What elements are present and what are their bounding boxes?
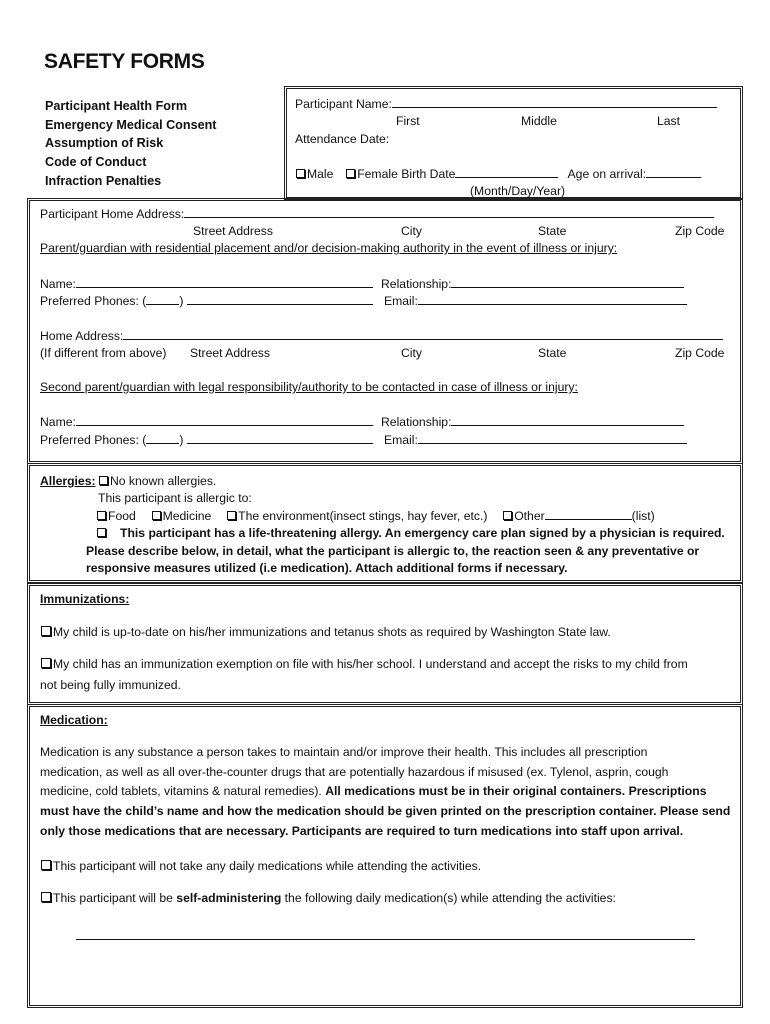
guardian-phone-row: Preferred Phones: ( )	[40, 293, 373, 308]
second-name-row	[40, 414, 373, 429]
allergic-to-label: This participant is allergic to:	[98, 491, 252, 505]
page-title: SAFETY FORMS	[44, 50, 205, 73]
medication-text-2: medication, as well as all over-the-counter drugs that are potentially hazardous if misused (ex. Tylenol, asprin, cough	[40, 764, 669, 779]
immunizations-title: Immunizations:	[40, 592, 130, 606]
food-checkbox[interactable]	[97, 509, 108, 523]
age-field[interactable]	[646, 166, 701, 178]
allergies-row	[40, 474, 216, 488]
form-list-item: Code of Conduct	[45, 155, 147, 170]
exemption-label-cont: not being fully immunized.	[40, 678, 181, 692]
allergies-title: Allergies:	[40, 474, 96, 488]
list-label: (list)	[631, 509, 655, 523]
home-address-label: Participant Home Address:	[40, 207, 185, 221]
email-field[interactable]	[418, 293, 687, 305]
guardian-name-field[interactable]	[76, 276, 373, 288]
second-phone-row: Preferred Phones: ( )	[40, 432, 373, 447]
first-label: First	[396, 114, 420, 128]
area-code-field[interactable]	[146, 293, 179, 305]
guardian-relationship-row	[381, 276, 684, 291]
up-to-date-label: My child is up-to-date on his/her immunizations and tetanus shots as required by Washington State law.	[53, 625, 611, 639]
female-checkbox[interactable]	[346, 167, 357, 181]
participant-name-label: Participant Name:	[295, 97, 392, 111]
life-threatening-row	[97, 526, 725, 540]
self-admin-label: This participant will be	[53, 891, 173, 905]
second-name-field[interactable]	[76, 414, 373, 426]
relationship-field[interactable]	[451, 276, 684, 288]
immunization-option-2	[41, 657, 688, 671]
city-label: City	[401, 224, 422, 238]
home-address-field[interactable]	[184, 206, 714, 218]
second-phones-label: Preferred Phones: (	[40, 433, 147, 447]
life-threatening-text: This participant has a life-threatening allergy. An emergency care plan signed by a physician is required.	[120, 526, 725, 540]
no-medication-label: This participant will not take any daily medications while attending the activities.	[53, 859, 482, 873]
second-email-label: Email:	[384, 433, 418, 447]
medicine-checkbox[interactable]	[152, 509, 163, 523]
second-name-label: Name:	[40, 415, 76, 429]
guardian-name-row	[40, 276, 373, 291]
medication-text-3-bold: All medications must be in their original containers. Prescriptions	[325, 784, 707, 799]
gender-birth-row	[296, 166, 701, 181]
self-admin-option	[41, 891, 616, 905]
food-label: Food	[108, 509, 136, 523]
second-phone-field[interactable]	[187, 432, 373, 444]
street-label: Street Address	[193, 224, 273, 238]
email-label: Email:	[384, 294, 418, 308]
form-list-item: Participant Health Form	[45, 99, 188, 113]
immunization-option-1	[41, 625, 611, 639]
up-to-date-checkbox[interactable]	[41, 625, 53, 639]
form-list-item: Emergency Medical Consent	[45, 117, 217, 132]
phones-label: Preferred Phones: (	[40, 294, 147, 308]
environment-label: The environment(insect stings, hay fever, etc.)	[238, 509, 488, 523]
male-label: Male	[307, 167, 334, 181]
attendance-date-label: Attendance Date:	[295, 132, 390, 146]
no-medication-checkbox[interactable]	[41, 859, 53, 873]
date-format-hint: (Month/Day/Year)	[470, 184, 566, 198]
second-relationship-row	[381, 414, 684, 429]
alt-home-address-field[interactable]	[123, 328, 723, 340]
birth-date-label: Birth Date	[401, 167, 456, 181]
other-label: Other	[514, 509, 545, 523]
female-label: Female	[357, 167, 398, 181]
guardian-heading: Parent/guardian with residential placement and/or decision-making authority in the event of illness or injury:	[40, 241, 618, 255]
medication-text-1: Medication is any substance a person takes to maintain and/or improve their health. This includes all prescription	[40, 745, 648, 759]
no-medication-option	[41, 859, 481, 873]
relationship-label: Relationship:	[381, 277, 452, 291]
environment-checkbox[interactable]	[227, 509, 238, 523]
second-relationship-label: Relationship:	[381, 415, 452, 429]
other-field[interactable]	[545, 508, 632, 520]
no-known-allergies-label: No known allergies.	[109, 474, 217, 488]
allergy-types-row	[97, 508, 655, 523]
male-checkbox[interactable]	[296, 167, 307, 181]
medicine-label: Medicine	[162, 509, 212, 523]
home-address-row	[40, 206, 714, 221]
self-admin-checkbox[interactable]	[41, 891, 53, 905]
middle-label: Middle	[521, 114, 557, 128]
medication-text-3: medicine, cold tablets, vitamins & natural remedies).	[40, 784, 322, 799]
guardian-email-row	[384, 293, 687, 308]
alt-street-label: Street Address	[190, 346, 270, 360]
participant-name-field[interactable]	[392, 96, 717, 108]
alt-home-address-row	[40, 328, 723, 343]
age-label: Age on arrival:	[567, 167, 647, 181]
alt-zip-label: Zip Code	[675, 346, 725, 360]
medication-title: Medication:	[40, 713, 108, 727]
second-relationship-field[interactable]	[451, 414, 684, 426]
no-known-allergies-checkbox[interactable]	[99, 474, 110, 488]
exemption-checkbox[interactable]	[41, 657, 53, 671]
allergy-instructions-1: Please describe below, in detail, what the participant is allergic to, the reaction seen & any preventative or	[86, 544, 700, 558]
medication-paragraph	[40, 743, 730, 842]
zip-label: Zip Code	[675, 224, 725, 238]
participant-name-row	[295, 96, 717, 111]
second-area-code-field[interactable]	[146, 432, 179, 444]
self-admin-label-cont: the following daily medication(s) while attending the activities:	[284, 891, 616, 905]
second-guardian-heading: Second parent/guardian with legal responsibility/authority to be contacted in case of illness or injury:	[40, 380, 578, 394]
medication-text-5: only those medications that are necessary. Participants are required to turn medications into staff upon arrival.	[40, 823, 684, 838]
last-label: Last	[657, 114, 681, 128]
form-list-item: Assumption of Risk	[45, 136, 164, 151]
other-checkbox[interactable]	[503, 509, 514, 523]
self-admin-bold: self-administering	[176, 891, 282, 905]
form-list	[45, 97, 216, 191]
if-different-label: (If different from above)	[40, 346, 167, 360]
form-list-item: Infraction Penalties	[45, 173, 162, 188]
medication-list-field[interactable]	[76, 939, 695, 940]
alt-city-label: City	[401, 346, 422, 360]
life-threatening-checkbox[interactable]	[97, 526, 108, 540]
phone-field[interactable]	[187, 293, 373, 305]
second-email-field[interactable]	[418, 432, 687, 444]
allergy-instructions-2: responsive measures utilized (i.e medication). Attach additional forms if necessary.	[86, 561, 568, 575]
second-email-row	[384, 432, 687, 447]
guardian-name-label: Name:	[40, 277, 76, 291]
state-label: State	[538, 224, 567, 238]
alt-home-address-label: Home Address:	[40, 329, 124, 343]
exemption-label: My child has an immunization exemption on file with his/her school. I understand and accept the risks to my child from	[53, 657, 688, 671]
medication-text-4: must have the child’s name and how the medication should be given printed on the prescription container. Please send	[40, 804, 731, 819]
alt-state-label: State	[538, 346, 567, 360]
birth-date-field[interactable]	[455, 166, 558, 178]
